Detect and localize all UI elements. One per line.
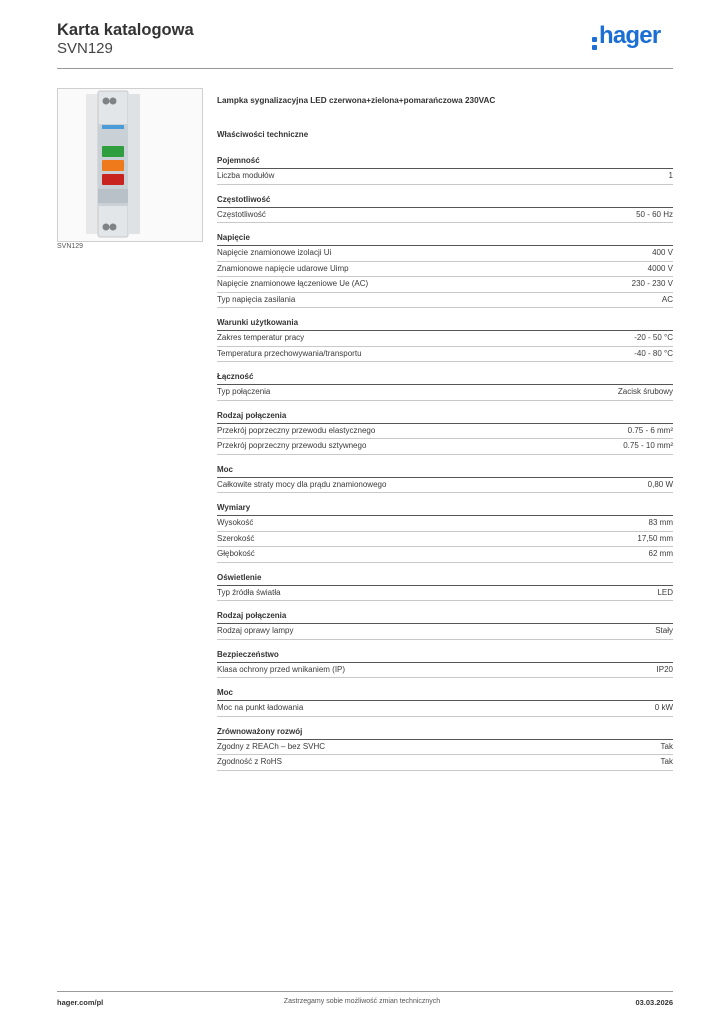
property-value: 17,50 mm [637, 533, 673, 543]
logo-dots-icon [592, 37, 598, 51]
group-title: Moc [217, 688, 233, 697]
property-label: Typ źródła światła [217, 587, 281, 597]
property-row [217, 424, 673, 440]
property-value: Zacisk śrubowy [617, 387, 673, 396]
property-row [217, 277, 673, 293]
property-row [217, 439, 673, 455]
property-row [217, 169, 673, 185]
property-label: Typ połączenia [217, 387, 271, 396]
property-label: Napięcie znamionowe izolacji Ui [217, 248, 332, 257]
property-label: Szerokość [217, 533, 255, 543]
orange-lamp [102, 160, 124, 171]
image-caption: SVN129 [57, 243, 84, 250]
property-value: 62 mm [648, 549, 673, 558]
property-value: 230 - 230 V [631, 279, 673, 288]
footer-date: 03.03.2026 [635, 998, 673, 1007]
red-lamp [102, 174, 124, 185]
group-title: Pojemność [217, 156, 260, 165]
property-row [217, 532, 673, 548]
product-image [57, 88, 203, 242]
group-title: Częstotliwość [217, 194, 271, 204]
property-value: 50 - 60 Hz [636, 209, 673, 219]
property-row [217, 293, 673, 309]
property-row [217, 740, 673, 756]
group-title: Oświetlenie [217, 572, 262, 582]
property-row [217, 624, 673, 640]
property-value: Tak [660, 741, 673, 751]
group-title: Warunki użytkowania [217, 318, 299, 327]
property-row [217, 478, 673, 494]
property-value: -40 - 80 °C [634, 348, 673, 358]
footer-divider [57, 991, 673, 992]
property-value: 4000 V [647, 263, 673, 273]
logo-text: hager [599, 22, 661, 49]
document-title: Karta katalogowa [57, 21, 194, 39]
footer-notice: Zastrzegamy sobie możliwość zmian technicznych [283, 998, 441, 1005]
property-row [217, 547, 673, 563]
group-title: Rodzaj połączenia [217, 611, 287, 620]
property-label: Napięcie znamionowe łączeniowe Ue (AC) [217, 279, 369, 288]
property-row [217, 516, 673, 532]
property-label: Rodzaj oprawy lampy [217, 626, 294, 635]
property-label: Klasa ochrony przed wnikaniem (IP) [217, 664, 346, 674]
property-row [217, 246, 673, 262]
property-row [217, 347, 673, 363]
property-row [217, 663, 673, 679]
group-title: Zrównoważony rozwój [217, 726, 303, 736]
property-value: AC [661, 294, 673, 304]
property-value: LED [657, 587, 673, 597]
hager-logo [592, 22, 674, 56]
property-label: Typ napięcia zasilania [217, 294, 296, 304]
property-row [217, 586, 673, 602]
technical-properties-heading: Właściwości techniczne [217, 130, 309, 139]
property-row [217, 208, 673, 224]
product-code: SVN129 [57, 40, 113, 57]
group-title: Napięcie [217, 233, 250, 242]
group-title: Bezpieczeństwo [217, 649, 279, 659]
footer-website: hager.com/pl [57, 998, 104, 1007]
group-title: Rodzaj połączenia [217, 410, 287, 420]
property-value: 0,80 W [647, 479, 673, 489]
property-value: 83 mm [648, 518, 673, 527]
property-value: -20 - 50 °C [634, 333, 673, 342]
property-label: Zgodny z REACh – bez SVHC [217, 741, 326, 751]
property-label: Zgodność z RoHS [217, 757, 282, 766]
property-value: IP20 [656, 664, 673, 674]
group-title: Łączność [217, 372, 254, 381]
property-label: Częstotliwość [217, 209, 266, 219]
header-divider [57, 68, 673, 69]
property-value: 1 [668, 171, 673, 180]
property-value: 0.75 - 6 mm² [627, 425, 673, 435]
property-label: Przekrój poprzeczny przewodu elastycznego [217, 425, 376, 435]
property-row [217, 262, 673, 278]
property-label: Liczba modułów [217, 171, 275, 180]
property-value: 400 V [652, 248, 673, 257]
property-label: Głębokość [217, 549, 255, 558]
property-value: 0.75 - 10 mm² [623, 441, 673, 450]
group-title: Moc [217, 464, 233, 474]
property-label: Zakres temperatur pracy [217, 333, 305, 342]
property-label: Znamionowe napięcie udarowe Uimp [217, 263, 349, 273]
property-value: Tak [660, 757, 673, 766]
property-label: Przekrój poprzeczny przewodu sztywnego [217, 441, 367, 450]
property-row [217, 331, 673, 347]
green-lamp [102, 146, 124, 157]
group-title: Wymiary [217, 503, 251, 512]
property-label: Całkowite straty mocy dla prądu znamionowego [217, 479, 387, 489]
property-label: Temperatura przechowywania/transportu [217, 348, 362, 358]
property-row [217, 755, 673, 771]
signal-lamp-icon [58, 89, 202, 241]
property-row [217, 385, 673, 401]
property-value: 0 kW [654, 703, 673, 712]
property-label: Wysokość [217, 518, 254, 527]
property-row [217, 701, 673, 717]
property-value: Stały [655, 626, 673, 635]
product-title: Lampka sygnalizacyjna LED czerwona+zielona+pomarańczowa 230VAC [217, 96, 496, 105]
property-label: Moc na punkt ładowania [217, 703, 304, 712]
